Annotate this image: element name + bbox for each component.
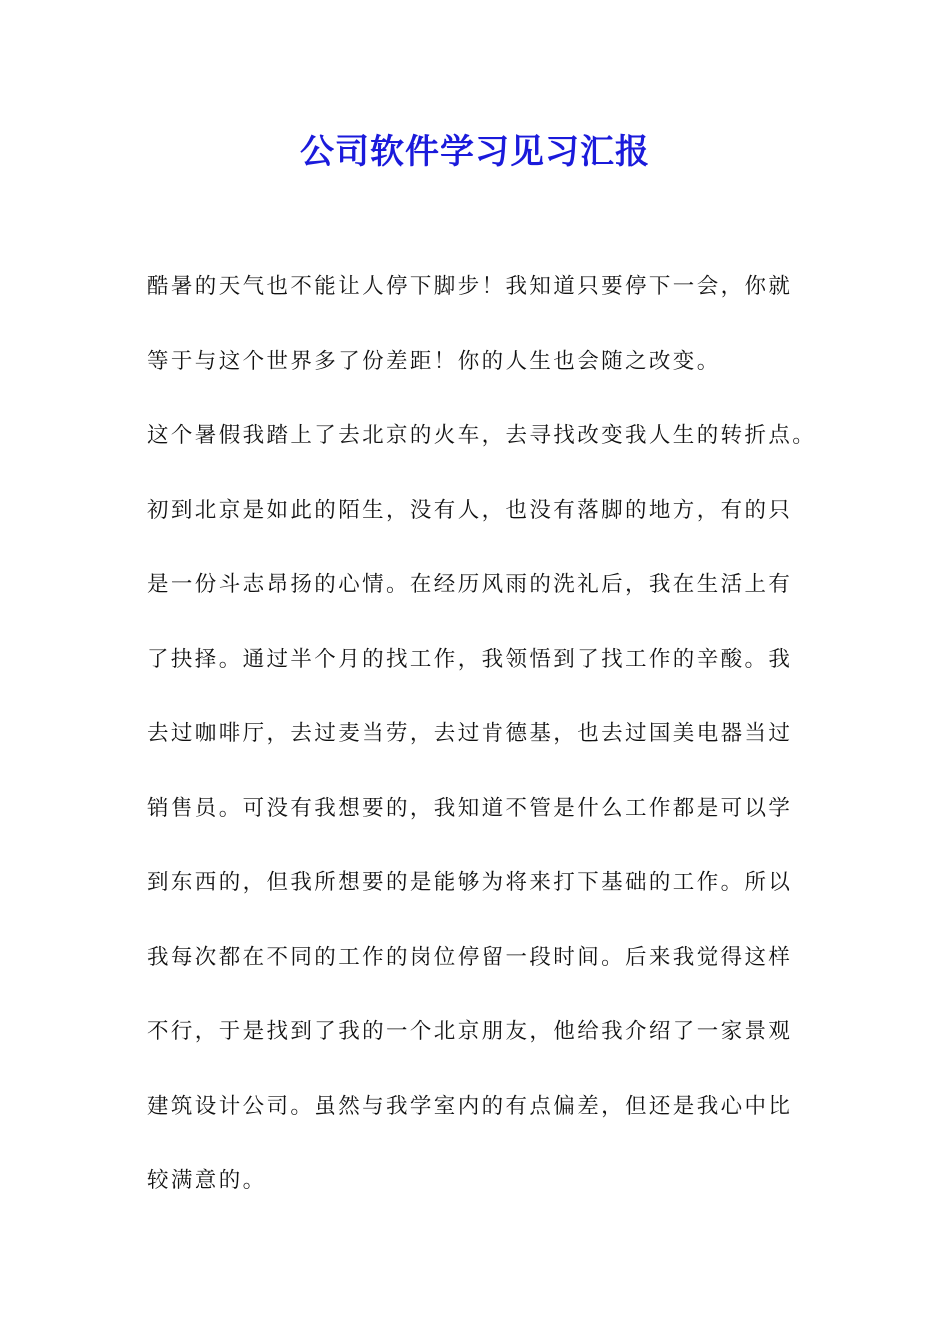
body-line-11: 不行，于是找到了我的一个北京朋友，他给我介绍了一家景观 (147, 1019, 793, 1044)
body-line-1: 酷暑的天气也不能让人停下脚步！我知道只要停下一会，你就 (147, 274, 793, 299)
body-line-10: 我每次都在不同的工作的岗位停留一段时间。后来我觉得这样 (147, 944, 793, 970)
body-line-8: 销售员。可没有我想要的，我知道不管是什么工作都是可以学 (147, 795, 793, 821)
document-body (147, 262, 837, 1231)
body-line-13: 较满意的。 (147, 1168, 267, 1193)
document-title: 公司软件学习见习汇报 (300, 132, 650, 172)
body-line-5: 是一份斗志昂扬的心情。在经历风雨的洗礼后，我在生活上有 (147, 572, 793, 597)
body-line-12: 建筑设计公司。虽然与我学室内的有点偏差，但还是我心中比 (147, 1093, 793, 1119)
body-line-2: 等于与这个世界多了份差距！你的人生也会随之改变。 (147, 348, 721, 374)
body-line-6: 了抉择。通过半个月的找工作，我领悟到了找工作的辛酸。我 (147, 646, 793, 672)
body-line-7: 去过咖啡厅，去过麦当劳，去过肯德基，也去过国美电器当过 (147, 721, 793, 746)
body-line-9: 到东西的，但我所想要的是能够为将来打下基础的工作。所以 (147, 870, 793, 895)
body-line-4: 初到北京是如此的陌生，没有人，也没有落脚的地方，有的只 (147, 497, 793, 523)
body-line-3: 这个暑假我踏上了去北京的火车，去寻找改变我人生的转折点。 (147, 423, 817, 448)
